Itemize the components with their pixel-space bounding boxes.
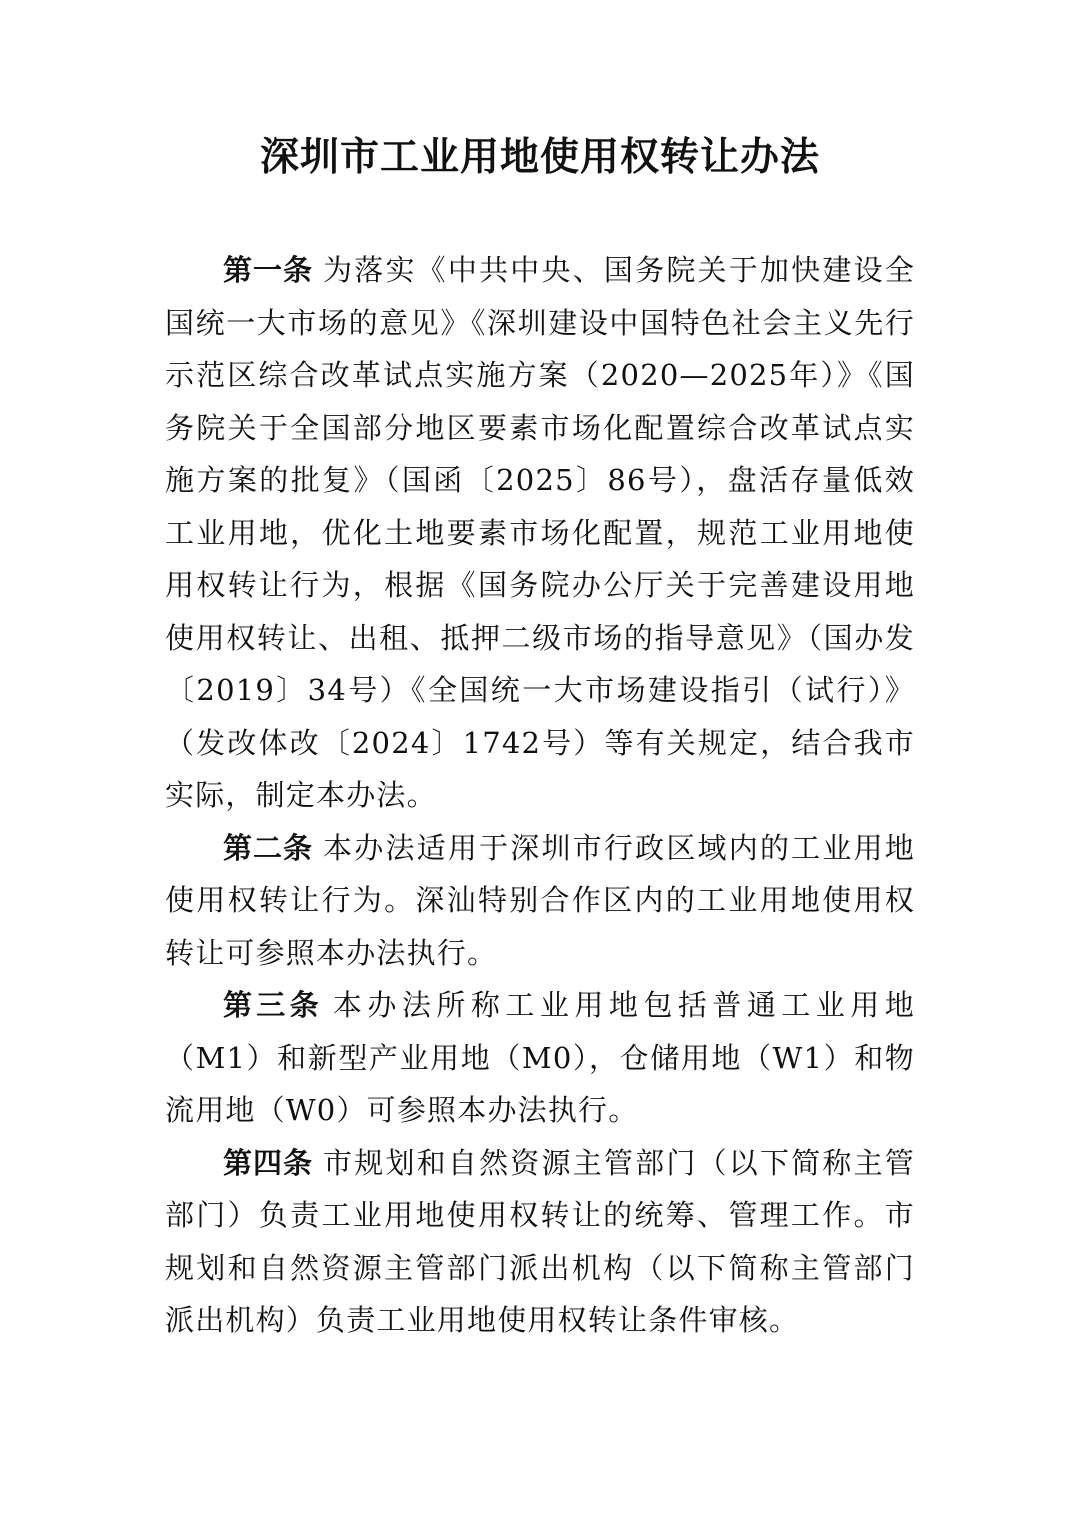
article-number: 第一条 — [223, 253, 314, 287]
article-2 — [165, 822, 915, 980]
article-number: 第二条 — [223, 830, 314, 865]
article-text: 本办法适用于深圳市行政区域内的工业用地使用权转让行为。深汕特别合作区内的工业用地使用权转让可参照本办法执行。 — [165, 830, 915, 970]
article-1 — [165, 244, 915, 822]
article-number: 第三条 — [223, 988, 323, 1022]
article-number: 第四条 — [223, 1145, 314, 1180]
article-4 — [165, 1137, 915, 1347]
article-text: 市规划和自然资源主管部门（以下简称主管部门）负责工业用地使用权转让的统筹、管理工作。市规划和自然资源主管部门派出机构（以下简称主管部门派出机构）负责工业用地使用权转让条件审核。 — [165, 1145, 915, 1337]
article-3 — [165, 979, 915, 1137]
document-body — [165, 244, 915, 1347]
article-text: 本办法所称工业用地包括普通工业用地（M1）和新型产业用地（M0），仓储用地（W1）和物流用地（W0）可参照本办法执行。 — [165, 988, 915, 1127]
document-title: 深圳市工业用地使用权转让办法 — [259, 135, 820, 180]
article-text: 为落实《中共中央、国务院关于加快建设全国统一大市场的意见》《深圳建设中国特色社会主义先行示范区综合改革试点实施方案（2020—2025年）》《国务院关于全国部分地区要素市场化配置综合改革试点实施方案的批复》（国函〔2025〕86号），盘活存量低效工业用地，优化土地要素市场化配置，规范工业用地使用权转让行为，根据《国务院办公厅关于完善建设用地使用权转让、出租、抵押二级市场的指导意见》（国办发〔2019〕34号）《全国统一大市场建设指引（试行）》（发改体改〔2024〕1742号）等有关规定，结合我市实际，制定本办法。 — [165, 253, 915, 812]
